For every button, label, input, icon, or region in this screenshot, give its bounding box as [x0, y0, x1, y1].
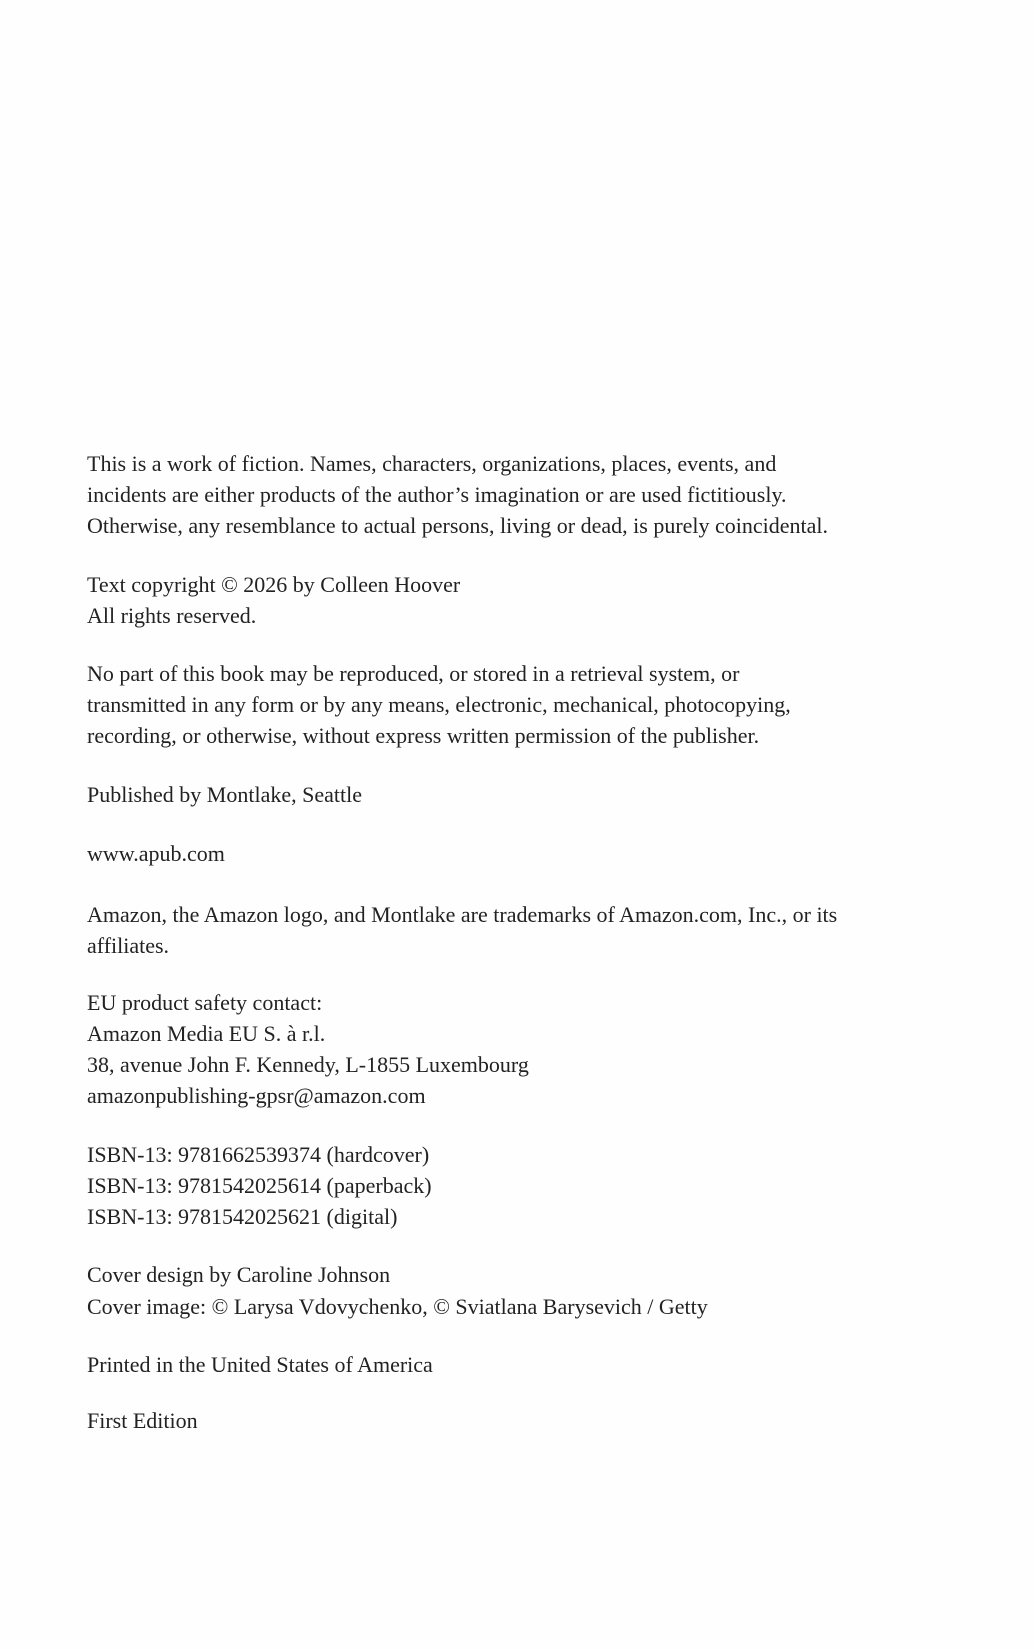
publisher-line	[87, 779, 362, 810]
rights-reserved-line: All rights reserved.	[87, 603, 257, 628]
reproduction-notice-line: recording, or otherwise, without express written permission of the publisher.	[87, 723, 760, 748]
trademark-line: Amazon, the Amazon logo, and Montlake are trademarks of Amazon.com, Inc., or its	[87, 902, 838, 927]
printed-text: Printed in the United States of America	[87, 1352, 433, 1377]
isbn-hardcover: ISBN-13: 9781662539374 (hardcover)	[87, 1142, 430, 1167]
copyright-notice	[87, 569, 460, 631]
isbn-digital: ISBN-13: 9781542025621 (digital)	[87, 1204, 398, 1229]
eu-contact-heading: EU product safety contact:	[87, 990, 323, 1015]
reproduction-notice-line: No part of this book may be reproduced, or stored in a retrieval system, or	[87, 661, 740, 686]
trademark-line: affiliates.	[87, 933, 170, 958]
copyright-line: Text copyright © 2026 by Colleen Hoover	[87, 572, 461, 597]
printed-line	[87, 1349, 433, 1380]
reproduction-notice	[87, 658, 791, 751]
eu-contact-email: amazonpublishing-gpsr@amazon.com	[87, 1083, 426, 1108]
website-text: www.apub.com	[87, 841, 225, 866]
cover-credits	[87, 1259, 708, 1323]
cover-image-credit: Cover image: © Larysa Vdovychenko, © Sviatlana Barysevich / Getty	[87, 1294, 708, 1319]
eu-contact-address: 38, avenue John F. Kennedy, L-1855 Luxembourg	[87, 1052, 529, 1077]
fiction-notice	[87, 448, 828, 541]
website-line	[87, 838, 225, 869]
isbn-paperback: ISBN-13: 9781542025614 (paperback)	[87, 1173, 432, 1198]
fiction-notice-line: Otherwise, any resemblance to actual persons, living or dead, is purely coincidental.	[87, 513, 829, 538]
eu-contact-company: Amazon Media EU S. à r.l.	[87, 1021, 326, 1046]
reproduction-notice-line: transmitted in any form or by any means, electronic, mechanical, photocopying,	[87, 692, 791, 717]
fiction-notice-line: This is a work of fiction. Names, characters, organizations, places, events, and	[87, 451, 777, 476]
edition-text: First Edition	[87, 1408, 198, 1433]
fiction-notice-line: incidents are either products of the author’s imagination or are used fictitiously.	[87, 482, 787, 507]
cover-design-credit: Cover design by Caroline Johnson	[87, 1262, 391, 1287]
eu-safety-contact	[87, 987, 529, 1111]
trademark-notice	[87, 899, 837, 961]
edition-line	[87, 1405, 198, 1436]
publisher-text: Published by Montlake, Seattle	[87, 782, 362, 807]
isbn-list	[87, 1139, 432, 1232]
